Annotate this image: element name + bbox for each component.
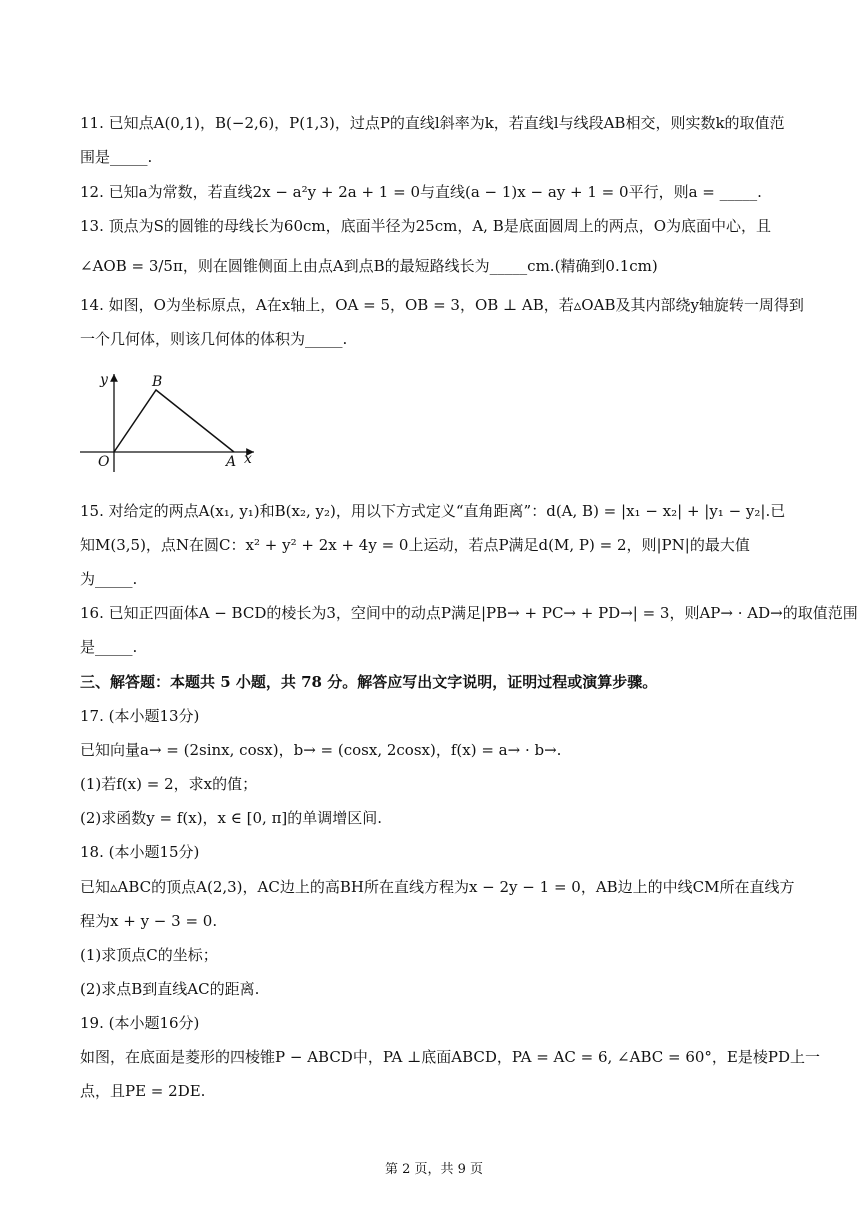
line-15b: 知M(3,5)，点N在圆C：x² + y² + 2x + 4y = 0上运动，若点P满足d(M, P) = 2，则|PN|的最大值 <box>80 536 750 554</box>
line-13a: 13. 顶点为S的圆锥的母线长为60cm，底面半径为25cm，A, B是底面圆周上的两点，O为底面中心，且 <box>80 217 772 235</box>
triangle-oab <box>114 390 234 452</box>
line-19a: 如图，在底面是菱形的四棱锥P − ABCD中，PA ⊥底面ABCD，PA = AC = 6, ∠ABC = 60°，E是棱PD上一 <box>80 1048 820 1066</box>
line-16b: 是_____. <box>80 638 138 656</box>
page-footer: 第 2 页，共 9 页 <box>384 1162 484 1177</box>
line-19b: 点，且PE = 2DE. <box>80 1082 206 1100</box>
problem-19-title: 19. (本小题16分) <box>80 1014 200 1032</box>
line-13b: ∠AOB = 3/5π，则在圆锥侧面上由点A到点B的最短路线长为_____cm.(精确到0.1cm) <box>80 257 658 275</box>
triangle-figure <box>76 366 276 476</box>
line-18b: 程为x + y − 3 = 0. <box>80 912 218 930</box>
line-17a: 已知向量a→ = (2sinx, cosx)，b→ = (cosx, 2cosx)，f(x) = a→ · b→. <box>80 741 562 759</box>
line-14a: 14. 如图，O为坐标原点，A在x轴上，OA = 5，OB = 3，OB ⊥ AB，若▵OAB及其内部绕y轴旋转一周得到 <box>80 296 804 314</box>
line-11b: 围是_____. <box>80 148 153 166</box>
line-15c: 为_____. <box>80 570 138 588</box>
label-a: A <box>226 454 237 470</box>
label-b: B <box>152 374 163 390</box>
line-11a: 11. 已知点A(0,1)，B(−2,6)，P(1,3)，过点P的直线l斜率为k，若直线l与线段AB相交，则实数k的取值范 <box>80 114 785 132</box>
line-18a: 已知▵ABC的顶点A(2,3)，AC边上的高BH所在直线方程为x − 2y − 1 = 0，AB边上的中线CM所在直线方 <box>80 878 795 896</box>
label-o: O <box>98 454 110 470</box>
line-14b: 一个几何体，则该几何体的体积为_____. <box>80 330 348 348</box>
label-x: x <box>244 451 252 467</box>
line-15a: 15. 对给定的两点A(x₁, y₁)和B(x₂, y₂)，用以下方式定义“直角距离”：d(A, B) = |x₁ − x₂| + |y₁ − y₂|.已 <box>80 502 786 520</box>
label-y: y <box>100 372 108 388</box>
line-18d: (2)求点B到直线AC的距离. <box>80 980 260 998</box>
line-17b: (1)若f(x) = 2，求x的值； <box>80 775 258 793</box>
line-17c: (2)求函数y = f(x)，x ∈ [0, π]的单调增区间. <box>80 809 383 827</box>
line-16a: 16. 已知正四面体A − BCD的棱长为3，空间中的动点P满足|PB→ + PC→ + PD→| = 3，则AP→ · AD→的取值范围 <box>80 604 858 622</box>
problem-18-title: 18. (本小题15分) <box>80 843 200 861</box>
section-heading: 三、解答题：本题共 5 小题，共 78 分。解答应写出文字说明，证明过程或演算步骤。 <box>80 673 658 691</box>
line-18c: (1)求顶点C的坐标； <box>80 946 218 964</box>
problem-17-title: 17. (本小题13分) <box>80 707 200 725</box>
line-12: 12. 已知a为常数，若直线2x − a²y + 2a + 1 = 0与直线(a − 1)x − ay + 1 = 0平行，则a = _____. <box>80 183 762 201</box>
